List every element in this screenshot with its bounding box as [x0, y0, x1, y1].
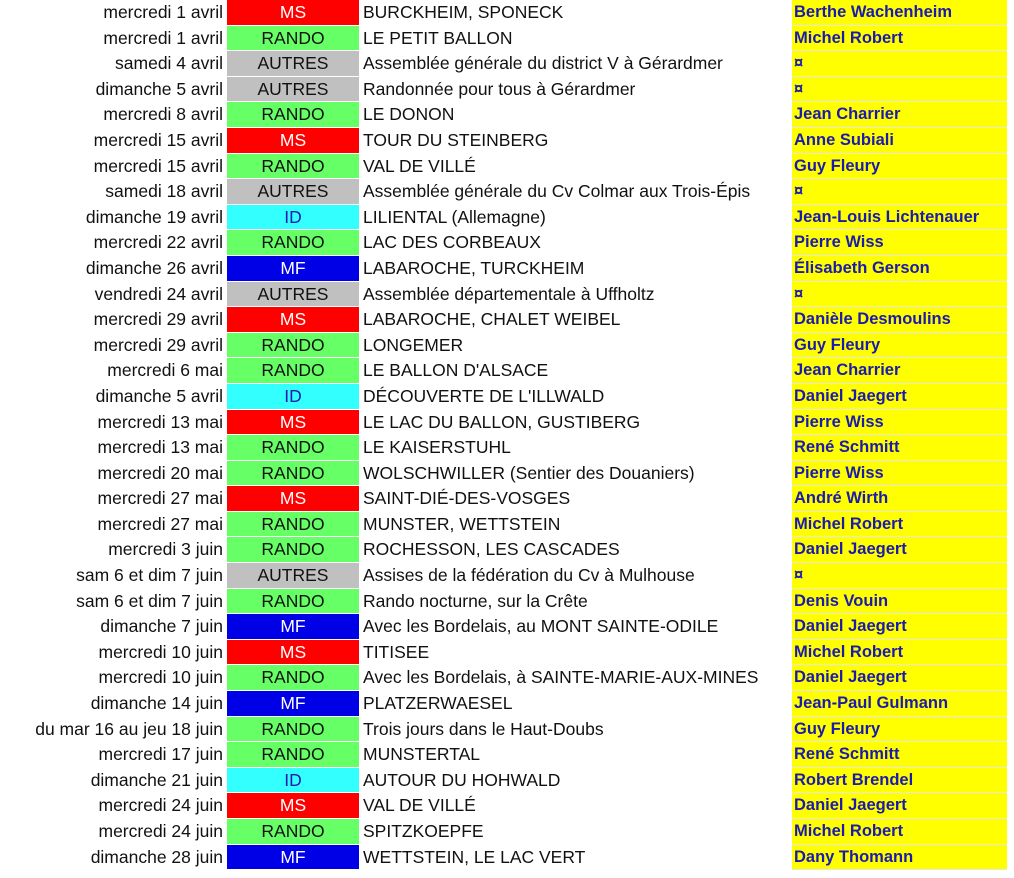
- guide-cell: ¤: [792, 282, 1007, 308]
- table-row: [0, 614, 1014, 640]
- date-cell: dimanche 28 juin: [90, 846, 223, 867]
- date-cell: mercredi 15 avril: [93, 129, 223, 150]
- destination-cell: TOUR DU STEINBERG: [363, 129, 549, 150]
- destination-cell: LONGEMER: [363, 334, 464, 355]
- date-cell: mercredi 3 juin: [108, 539, 223, 560]
- category-badge: MS: [227, 0, 359, 26]
- guide-cell: René Schmitt: [792, 435, 1007, 461]
- date-cell: sam 6 et dim 7 juin: [76, 590, 223, 611]
- category-badge: MS: [227, 640, 359, 666]
- destination-cell: LE BALLON D'ALSACE: [363, 360, 549, 381]
- category-badge: RANDO: [227, 665, 359, 691]
- destination-cell: LE DONON: [363, 104, 455, 125]
- category-badge: AUTRES: [227, 282, 359, 308]
- date-cell: samedi 4 avril: [115, 53, 223, 74]
- destination-cell: MUNSTERTAL: [363, 744, 481, 765]
- date-cell: mercredi 8 avril: [103, 104, 223, 125]
- destination-cell: Randonnée pour tous à Gérardmer: [363, 78, 636, 99]
- category-badge: RANDO: [227, 358, 359, 384]
- category-badge: RANDO: [227, 512, 359, 538]
- destination-cell: Assises de la fédération du Cv à Mulhouse: [363, 565, 695, 586]
- date-cell: mercredi 13 mai: [97, 437, 223, 458]
- date-cell: vendredi 24 avril: [94, 283, 223, 304]
- date-cell: mercredi 15 avril: [93, 155, 223, 176]
- table-row: [0, 230, 1014, 256]
- date-cell: dimanche 19 avril: [85, 206, 223, 227]
- guide-cell: Jean-Louis Lichtenauer: [792, 205, 1007, 231]
- guide-cell: Daniel Jaegert: [792, 537, 1007, 563]
- destination-cell: Assemblée générale du Cv Colmar aux Trois-Épis: [363, 181, 751, 202]
- guide-cell: ¤: [792, 179, 1007, 205]
- date-cell: du mar 16 au jeu 18 juin: [35, 718, 223, 739]
- table-row: [0, 742, 1014, 768]
- date-cell: mercredi 24 juin: [98, 795, 223, 816]
- category-badge: AUTRES: [227, 179, 359, 205]
- guide-cell: Jean-Paul Gulmann: [792, 691, 1007, 717]
- table-row: [0, 640, 1014, 666]
- table-row: [0, 358, 1014, 384]
- category-badge: MS: [227, 410, 359, 436]
- guide-cell: ¤: [792, 51, 1007, 77]
- category-badge: RANDO: [227, 26, 359, 52]
- table-row: [0, 26, 1014, 52]
- category-badge: MS: [227, 486, 359, 512]
- category-badge: RANDO: [227, 717, 359, 743]
- table-row: [0, 793, 1014, 819]
- destination-cell: TITISEE: [363, 641, 430, 662]
- destination-cell: LE LAC DU BALLON, GUSTIBERG: [363, 411, 641, 432]
- category-badge: MS: [227, 307, 359, 333]
- category-badge: MF: [227, 691, 359, 717]
- guide-cell: Michel Robert: [792, 26, 1007, 52]
- date-cell: sam 6 et dim 7 juin: [76, 565, 223, 586]
- category-badge: RANDO: [227, 333, 359, 359]
- guide-cell: Daniel Jaegert: [792, 793, 1007, 819]
- destination-cell: ROCHESSON, LES CASCADES: [363, 539, 620, 560]
- table-row: [0, 589, 1014, 615]
- guide-cell: Robert Brendel: [792, 768, 1007, 794]
- destination-cell: LABAROCHE, CHALET WEIBEL: [363, 309, 621, 330]
- category-badge: RANDO: [227, 461, 359, 487]
- category-badge: AUTRES: [227, 51, 359, 77]
- table-row: [0, 205, 1014, 231]
- guide-cell: Pierre Wiss: [792, 410, 1007, 436]
- guide-cell: Michel Robert: [792, 640, 1007, 666]
- destination-cell: MUNSTER, WETTSTEIN: [363, 513, 561, 534]
- table-row: [0, 154, 1014, 180]
- date-cell: mercredi 1 avril: [103, 27, 223, 48]
- date-cell: dimanche 26 avril: [85, 257, 223, 278]
- destination-cell: LAC DES CORBEAUX: [363, 232, 541, 253]
- guide-cell: René Schmitt: [792, 742, 1007, 768]
- table-row: [0, 333, 1014, 359]
- guide-cell: Michel Robert: [792, 512, 1007, 538]
- table-row: [0, 410, 1014, 436]
- guide-cell: Pierre Wiss: [792, 461, 1007, 487]
- destination-cell: LILIENTAL (Allemagne): [363, 206, 546, 227]
- date-cell: mercredi 27 mai: [97, 513, 223, 534]
- table-row: [0, 51, 1014, 77]
- destination-cell: WETTSTEIN, LE LAC VERT: [363, 846, 586, 867]
- table-row: [0, 102, 1014, 128]
- date-cell: mercredi 24 juin: [98, 821, 223, 841]
- table-row: [0, 0, 1014, 26]
- guide-cell: Guy Fleury: [792, 154, 1007, 180]
- guide-cell: Jean Charrier: [792, 102, 1007, 128]
- destination-cell: AUTOUR DU HOHWALD: [363, 769, 561, 790]
- category-badge: RANDO: [227, 102, 359, 128]
- category-badge: RANDO: [227, 230, 359, 256]
- table-row: [0, 563, 1014, 589]
- destination-cell: PLATZERWAESEL: [363, 693, 513, 714]
- date-cell: dimanche 21 juin: [90, 769, 223, 790]
- guide-cell: Daniel Jaegert: [792, 665, 1007, 691]
- destination-cell: Trois jours dans le Haut-Doubs: [363, 718, 604, 739]
- table-row: [0, 691, 1014, 717]
- table-row: [0, 282, 1014, 308]
- table-row: [0, 537, 1014, 563]
- category-badge: AUTRES: [227, 563, 359, 589]
- category-badge: MF: [227, 614, 359, 640]
- category-badge: RANDO: [227, 819, 359, 845]
- table-row: [0, 717, 1014, 743]
- date-cell: mercredi 29 avril: [93, 309, 223, 330]
- destination-cell: Avec les Bordelais, à SAINTE-MARIE-AUX-MINES: [363, 667, 759, 688]
- guide-cell: Guy Fleury: [792, 717, 1007, 743]
- guide-cell: André Wirth: [792, 486, 1007, 512]
- category-badge: MF: [227, 256, 359, 282]
- destination-cell: VAL DE VILLÉ: [363, 795, 476, 816]
- date-cell: mercredi 20 mai: [97, 462, 223, 483]
- date-cell: mercredi 6 mai: [107, 360, 223, 381]
- category-badge: ID: [227, 768, 359, 794]
- guide-cell: Pierre Wiss: [792, 230, 1007, 256]
- date-cell: dimanche 5 avril: [95, 78, 223, 99]
- guide-cell: ¤: [792, 77, 1007, 103]
- date-cell: samedi 18 avril: [105, 181, 223, 202]
- guide-cell: Danièle Desmoulins: [792, 307, 1007, 333]
- table-row: [0, 819, 1014, 845]
- destination-cell: LE PETIT BALLON: [363, 27, 513, 48]
- guide-cell: ¤: [792, 563, 1007, 589]
- date-cell: dimanche 7 juin: [100, 616, 223, 637]
- category-badge: RANDO: [227, 154, 359, 180]
- date-cell: mercredi 17 juin: [98, 744, 223, 765]
- table-row: [0, 665, 1014, 691]
- date-cell: mercredi 10 juin: [98, 641, 223, 662]
- category-badge: RANDO: [227, 435, 359, 461]
- guide-cell: Michel Robert: [792, 819, 1007, 845]
- destination-cell: LABAROCHE, TURCKHEIM: [363, 257, 585, 278]
- category-badge: MF: [227, 845, 359, 871]
- guide-cell: Jean Charrier: [792, 358, 1007, 384]
- table-row: [0, 768, 1014, 794]
- table-row: [0, 256, 1014, 282]
- destination-cell: SAINT-DIÉ-DES-VOSGES: [363, 488, 571, 509]
- table-row: [0, 486, 1014, 512]
- destination-cell: Assemblée départementale à Uffholtz: [363, 283, 655, 304]
- category-badge: RANDO: [227, 589, 359, 615]
- date-cell: mercredi 22 avril: [93, 232, 223, 253]
- table-row: [0, 435, 1014, 461]
- table-row: [0, 461, 1014, 487]
- category-badge: MS: [227, 793, 359, 819]
- destination-cell: Avec les Bordelais, au MONT SAINTE-ODILE: [363, 616, 719, 637]
- table-row: [0, 77, 1014, 103]
- date-cell: mercredi 27 mai: [97, 488, 223, 509]
- table-row: [0, 384, 1014, 410]
- date-cell: mercredi 1 avril: [103, 2, 223, 22]
- table-row: [0, 128, 1014, 154]
- date-cell: mercredi 10 juin: [98, 667, 223, 688]
- category-badge: RANDO: [227, 537, 359, 563]
- guide-cell: Guy Fleury: [792, 333, 1007, 359]
- destination-cell: BURCKHEIM, SPONECK: [363, 2, 564, 22]
- category-badge: MS: [227, 128, 359, 154]
- destination-cell: SPITZKOEPFE: [363, 821, 484, 841]
- date-cell: dimanche 5 avril: [95, 385, 223, 406]
- destination-cell: Assemblée générale du district V à Gérardmer: [363, 53, 723, 74]
- guide-cell: Anne Subiali: [792, 128, 1007, 154]
- category-badge: RANDO: [227, 742, 359, 768]
- guide-cell: Denis Vouin: [792, 589, 1007, 615]
- guide-cell: Daniel Jaegert: [792, 384, 1007, 410]
- category-badge: AUTRES: [227, 77, 359, 103]
- date-cell: mercredi 29 avril: [93, 334, 223, 355]
- guide-cell: Dany Thomann: [792, 845, 1007, 871]
- destination-cell: DÉCOUVERTE DE L'ILLWALD: [363, 385, 605, 406]
- destination-cell: WOLSCHWILLER (Sentier des Douaniers): [363, 462, 695, 483]
- table-row: [0, 307, 1014, 333]
- guide-cell: Berthe Wachenheim: [792, 0, 1007, 26]
- destination-cell: VAL DE VILLÉ: [363, 155, 476, 176]
- table-row: [0, 179, 1014, 205]
- date-cell: dimanche 14 juin: [90, 693, 223, 714]
- destination-cell: LE KAISERSTUHL: [363, 437, 511, 458]
- table-row: [0, 512, 1014, 538]
- guide-cell: Élisabeth Gerson: [792, 256, 1007, 282]
- date-cell: mercredi 13 mai: [97, 411, 223, 432]
- destination-cell: Rando nocturne, sur la Crête: [363, 590, 588, 611]
- category-badge: ID: [227, 384, 359, 410]
- table-row: [0, 845, 1014, 871]
- guide-cell: Daniel Jaegert: [792, 614, 1007, 640]
- category-badge: ID: [227, 205, 359, 231]
